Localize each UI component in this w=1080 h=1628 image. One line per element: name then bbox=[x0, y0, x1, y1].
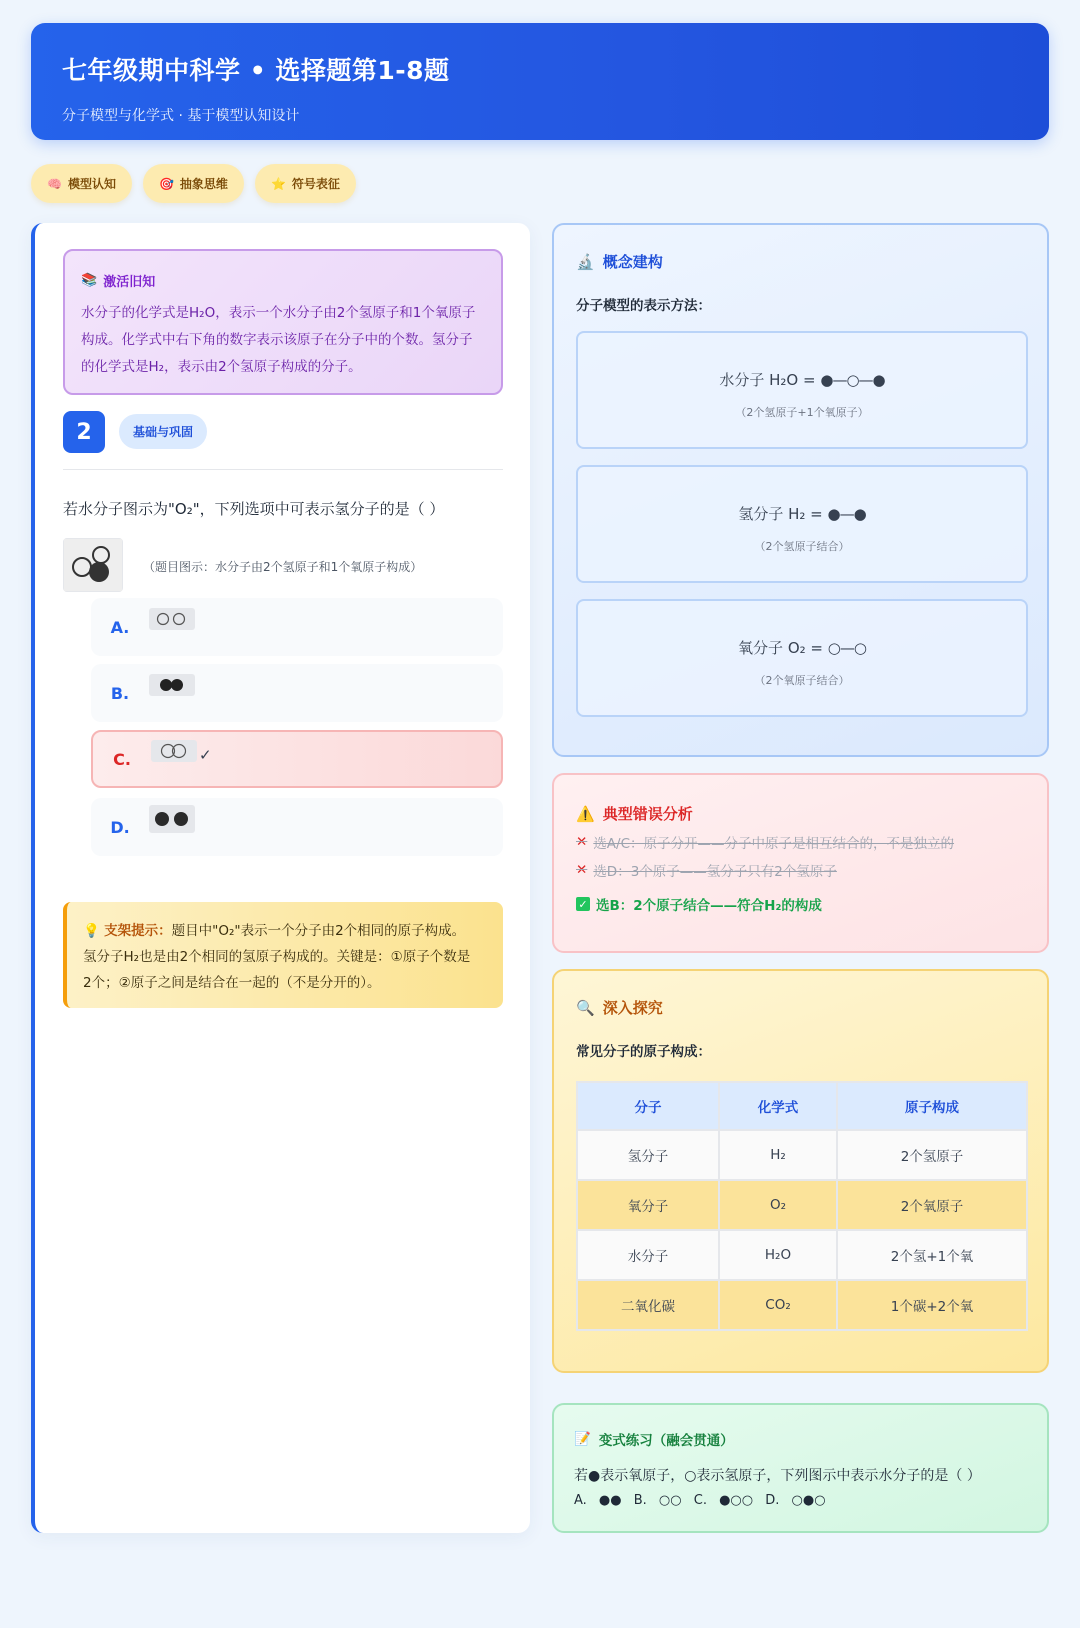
table-row bbox=[578, 1231, 1026, 1279]
option-label: D. bbox=[110, 817, 130, 837]
table-cell: 2个氧原子 bbox=[838, 1181, 1026, 1229]
practice-title-text: 变式练习（融会贯通） bbox=[598, 1433, 734, 1449]
table-cell: CO₂ bbox=[720, 1281, 836, 1329]
table-row bbox=[578, 1181, 1026, 1229]
table-cell: H₂ bbox=[720, 1131, 836, 1179]
table-row bbox=[578, 1131, 1026, 1179]
practice-options[interactable]: A. ●● B. ○○ C. ●○○ D. ○●○ bbox=[574, 1493, 826, 1508]
errors-title bbox=[576, 803, 1025, 824]
skill-tags bbox=[31, 164, 356, 203]
concept-title bbox=[576, 251, 1025, 272]
model-formula: 氧分子 O₂ = bbox=[738, 639, 828, 657]
explore-card bbox=[552, 969, 1049, 1373]
page-header bbox=[31, 23, 1049, 140]
table-cell: 水分子 bbox=[578, 1231, 718, 1279]
table-cell: 2个氢原子 bbox=[838, 1131, 1026, 1179]
concept-subtitle: 分子模型的表示方法： bbox=[576, 298, 711, 314]
explore-title bbox=[576, 997, 1025, 1018]
recall-body bbox=[81, 300, 485, 381]
option-label: C. bbox=[113, 749, 131, 769]
hint-line: 题目中"O₂"表示一个分子由2个相同的原子构成。 bbox=[171, 923, 466, 939]
option-d[interactable] bbox=[91, 798, 503, 856]
correct-item bbox=[576, 894, 1025, 914]
option-label: A. bbox=[110, 617, 130, 637]
warning-icon: ⚠️ bbox=[576, 804, 595, 823]
practice-question: 若●表示氧原子，○表示氢原子，下列图示中表示水分子的是（ ） bbox=[574, 1468, 981, 1484]
model-dots: ●—● bbox=[827, 505, 866, 523]
table-cell: 二氧化碳 bbox=[578, 1281, 718, 1329]
question-figure bbox=[63, 538, 123, 592]
tag-symbol-representation[interactable] bbox=[255, 164, 356, 203]
model-dots: ●—○—● bbox=[820, 371, 885, 389]
model-note: （2个氢原子结合） bbox=[754, 540, 850, 553]
divider bbox=[63, 469, 503, 470]
check-icon: ✓ bbox=[199, 746, 212, 764]
concept-card bbox=[552, 223, 1049, 757]
model-oxygen bbox=[576, 599, 1028, 717]
option-b-image bbox=[149, 674, 195, 696]
model-water bbox=[576, 331, 1028, 449]
recall-title bbox=[81, 271, 485, 290]
books-icon: 📚 bbox=[81, 273, 98, 288]
practice-card bbox=[552, 1403, 1049, 1533]
table-row bbox=[578, 1281, 1026, 1329]
error-item bbox=[576, 860, 1025, 880]
recall-line: 水分子的化学式是H₂O，表示一个水分子由2个氢原子和1个氧原子 bbox=[81, 305, 476, 321]
page-subtitle: 分子模型与化学式 · 基于模型认知设计 bbox=[62, 108, 300, 124]
practice-title bbox=[574, 1429, 1027, 1449]
table-cell: 氧分子 bbox=[578, 1181, 718, 1229]
level-badge: 基础与巩固 bbox=[119, 414, 207, 449]
table-cell: H₂O bbox=[720, 1231, 836, 1279]
star-icon: ⭐ bbox=[270, 176, 286, 191]
recall-title-text: 激活旧知 bbox=[103, 275, 156, 290]
table-cell: O₂ bbox=[720, 1181, 836, 1229]
recall-line: 的化学式是H₂，表示由2个氢原子构成的分子。 bbox=[81, 359, 362, 375]
hint-line: 2个；②原子之间是结合在一起的（不是分开的）。 bbox=[83, 975, 381, 991]
tag-abstract-thinking[interactable] bbox=[143, 164, 244, 203]
figure-caption: （题目图示：水分子由2个氢原子和1个氧原子构成） bbox=[143, 560, 423, 574]
recall-line: 构成。化学式中右下角的数字表示该原子在分子中的个数。氢分子 bbox=[81, 332, 473, 348]
option-a-image bbox=[149, 608, 195, 630]
correct-text: 选B：2个原子结合——符合H₂的构成 bbox=[596, 898, 822, 914]
table-header: 化学式 bbox=[720, 1083, 836, 1129]
option-d-image bbox=[149, 805, 195, 833]
model-formula: 水分子 H₂O = bbox=[719, 371, 821, 389]
option-b[interactable] bbox=[91, 664, 503, 722]
scaffold-hint bbox=[63, 902, 503, 1008]
table-header: 分子 bbox=[578, 1083, 718, 1129]
cross-icon: ✕ bbox=[576, 862, 588, 878]
page-title: 七年级期中科学 • 选择题第1-8题 bbox=[62, 56, 450, 85]
option-c[interactable] bbox=[91, 730, 503, 788]
option-label: B. bbox=[110, 683, 130, 703]
question-card bbox=[31, 223, 530, 1533]
model-note: （2个氧原子结合） bbox=[754, 674, 850, 687]
tag-model-cognition[interactable] bbox=[31, 164, 132, 203]
model-hydrogen bbox=[576, 465, 1028, 583]
hint-line: 氢分子H₂也是由2个相同的氢原子构成的。关键是：①原子个数是 bbox=[83, 949, 471, 965]
concept-title-text: 概念建构 bbox=[602, 253, 663, 271]
tag-label: 模型认知 bbox=[67, 177, 116, 191]
model-note: （2个氢原子+1个氧原子） bbox=[735, 406, 869, 419]
explore-subtitle: 常见分子的原子构成： bbox=[576, 1044, 711, 1060]
table-cell: 氢分子 bbox=[578, 1131, 718, 1179]
tag-label: 符号表征 bbox=[291, 177, 340, 191]
brain-icon: 🧠 bbox=[47, 176, 62, 191]
error-item bbox=[576, 832, 1025, 852]
recall-box bbox=[63, 249, 503, 395]
tag-label: 抽象思维 bbox=[179, 177, 228, 191]
table-cell: 1个碳+2个氧 bbox=[838, 1281, 1026, 1329]
model-formula: 氢分子 H₂ = bbox=[738, 505, 828, 523]
question-number: 2 bbox=[63, 411, 105, 453]
magnifier-icon: 🔍 bbox=[576, 998, 595, 1017]
checkbox-icon: ✓ bbox=[576, 897, 590, 911]
table-header-row bbox=[578, 1083, 1026, 1129]
error-text: 选D：3个原子——氢分子只有2个氢原子 bbox=[593, 864, 837, 880]
option-a[interactable] bbox=[91, 598, 503, 656]
molecule-table bbox=[576, 1081, 1028, 1331]
error-analysis-card bbox=[552, 773, 1049, 953]
error-text: 选A/C：原子分开——分子中原子是相互结合的，不是独立的 bbox=[593, 836, 955, 852]
bulb-icon: 💡 bbox=[83, 923, 100, 939]
cross-icon: ✕ bbox=[576, 834, 588, 850]
explore-title-text: 深入探究 bbox=[602, 999, 663, 1017]
hint-title: 支架提示： bbox=[104, 923, 172, 939]
model-dots: ○—○ bbox=[827, 639, 866, 657]
table-header: 原子构成 bbox=[838, 1083, 1026, 1129]
microscope-icon: 🔬 bbox=[576, 252, 595, 271]
target-icon: 🎯 bbox=[158, 176, 174, 191]
table-cell: 2个氢+1个氧 bbox=[838, 1231, 1026, 1279]
errors-title-text: 典型错误分析 bbox=[602, 805, 693, 823]
question-text: 若水分子图示为"O₂"，下列选项中可表示氢分子的是（ ） bbox=[63, 500, 445, 518]
option-c-image bbox=[151, 740, 197, 762]
memo-icon: 📝 bbox=[574, 1431, 591, 1447]
